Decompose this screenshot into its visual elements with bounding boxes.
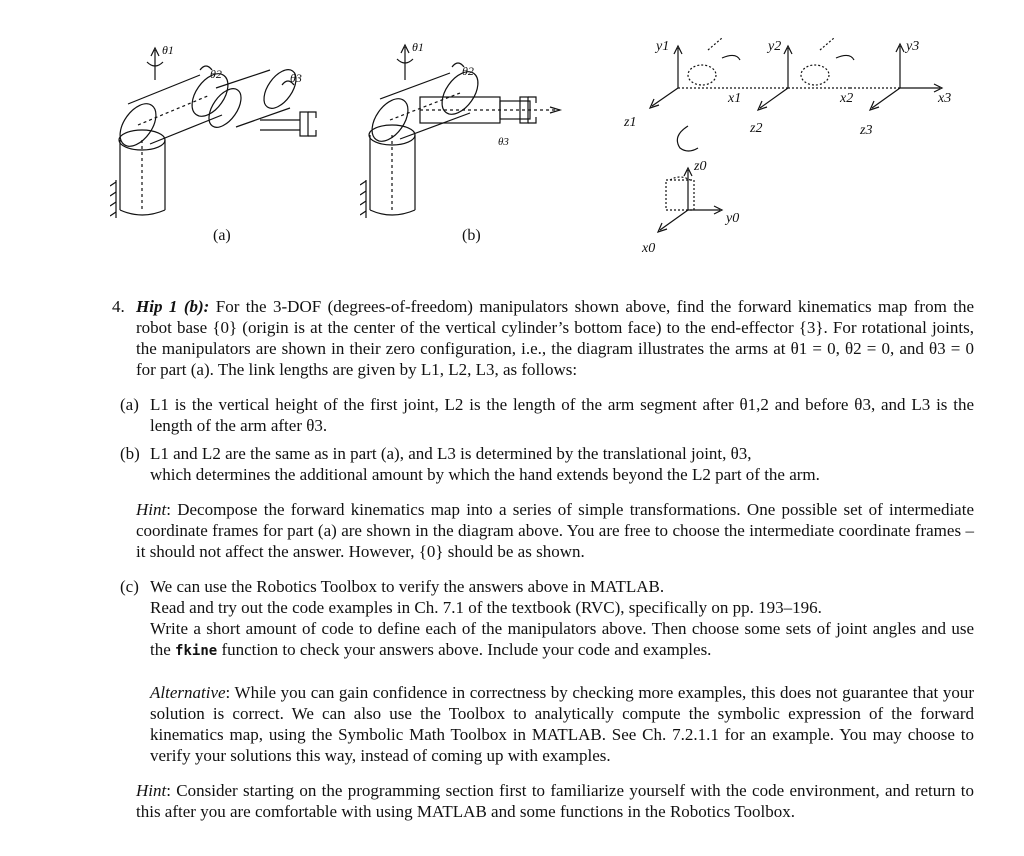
part-b-label: (b) <box>120 444 140 463</box>
fig-a-theta1: θ1 <box>162 43 174 57</box>
fig-a-theta3: θ3 <box>290 71 302 85</box>
fig-b-theta1: θ1 <box>412 40 424 54</box>
figure-a-caption: (a) <box>213 227 231 244</box>
hint-1-text: : Decompose the forward kinematics map into a series of simple transformations. One possible set of intermediate coordinate frames for part (a) are shown in the diagram above. You are free to choose the intermediate coordinate frames – it should not affect the answer. However, {0} should be as shown. <box>136 500 974 561</box>
alternative <box>150 682 974 766</box>
hint-1 <box>112 499 974 562</box>
part-b-line1: L1 and L2 are the same as in part (a), and L3 is determined by the translational joint, θ3, <box>150 444 752 463</box>
figure-b-caption: (b) <box>462 227 481 244</box>
part-c-line1: We can use the Robotics Toolbox to verify the answers above in MATLAB. <box>150 577 665 596</box>
label-z0: z0 <box>694 159 707 174</box>
figure-b <box>360 35 570 220</box>
fkine-code: fkine <box>175 643 218 659</box>
problem-intro-text: For the 3-DOF (degrees-of-freedom) manipulators shown above, find the forward kinematics map from the robot base {0} (origin is at the center of the vertical cylinder’s bottom face) to the end-effector {3}. For rotational joints, the manipulators are shown in their zero configuration, i.e., the diagram illustrates the arms at θ1 = 0, θ2 = 0, and θ3 = 0 for part (a). The link lengths are given by L1, L2, L3, as follows: <box>136 297 974 379</box>
label-z3: z3 <box>860 123 873 138</box>
fig-b-theta3: θ3 <box>498 136 509 148</box>
problem-title: Hip 1 (b): <box>136 297 210 316</box>
figure-a <box>110 40 330 220</box>
alternative-text: : While you can gain confidence in correctness by checking more examples, this does not guarantee that your solution is correct. We can also use the Toolbox to analytically compute the symbolic expression of the forward kinematics map, using the Symbolic Math Toolbox in MATLAB. See Ch. 7.2.1.1 for an example. You may choose to verify your solutions this way, instead of coming up with examples. <box>150 683 974 765</box>
part-a-text: L1 is the vertical height of the first joint, L2 is the length of the arm segment after θ1,2 and before θ3, and L3 is the length of the arm after θ3. <box>150 395 974 435</box>
part-a-label: (a) <box>120 395 139 414</box>
part-c-label: (c) <box>120 577 139 596</box>
label-x3: x3 <box>938 91 952 106</box>
part-c-line3 <box>150 618 974 662</box>
part-c-line3b: function to check your answers above. Include your code and examples. <box>221 640 712 659</box>
hint-1-label: Hint <box>136 500 167 519</box>
part-c-line3a: Write a short amount of code to define each of the manipulators above. Then choose some sets of joint angles and use the <box>150 619 974 659</box>
fig-b-theta2: θ2 <box>462 64 474 78</box>
label-y2: y2 <box>768 39 782 54</box>
hint-2-label: Hint <box>136 781 167 800</box>
label-y0: y0 <box>726 211 740 226</box>
part-c-line2: Read and try out the code examples in Ch. 7.1 of the textbook (RVC), specifically on pp. 193–196. <box>150 598 822 617</box>
part-a <box>88 394 974 436</box>
problem-body <box>112 296 974 822</box>
hint-2-text: : Consider starting on the programming section first to familiarize yourself with the code environment, and return to this after you are comfortable with using MATLAB and some functions in the Robotics Toolbox. <box>136 781 974 821</box>
label-z2: z2 <box>750 121 763 136</box>
label-x2: x2 <box>840 91 854 106</box>
alternative-label: Alternative <box>150 683 226 702</box>
label-y1: y1 <box>656 39 670 54</box>
hint-2 <box>112 780 974 822</box>
problem-number: 4. <box>112 297 125 316</box>
label-x1: x1 <box>728 91 742 106</box>
label-y3: y3 <box>906 39 920 54</box>
problem-intro <box>112 296 974 380</box>
fig-a-theta2: θ2 <box>210 67 222 81</box>
part-c <box>88 576 974 766</box>
part-b-line2: which determines the additional amount by which the hand extends beyond the L2 part of the arm. <box>150 465 820 484</box>
label-z1: z1 <box>624 115 637 130</box>
frames-diagram <box>610 30 970 260</box>
part-b <box>88 443 974 485</box>
label-x0: x0 <box>642 241 656 256</box>
